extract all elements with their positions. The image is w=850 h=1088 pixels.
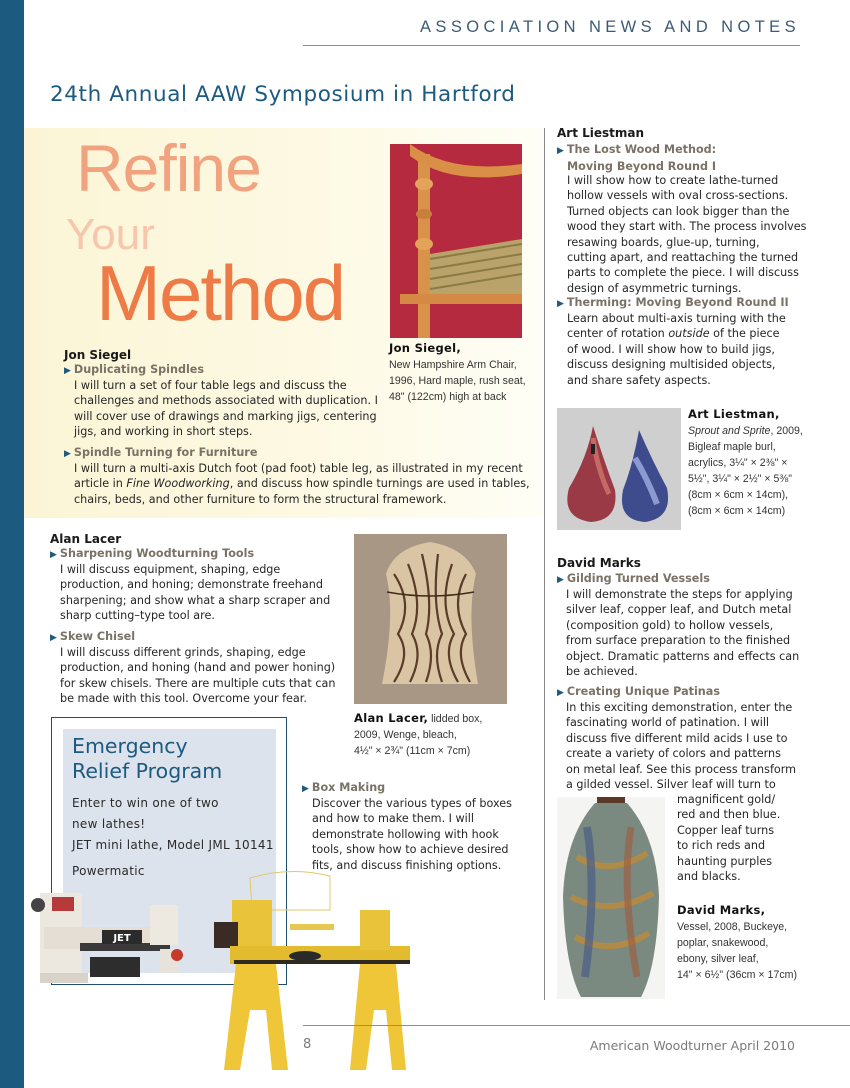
caption-david-marks: David Marks, Vessel, 2008, Buckeye, poplar, snakewood, ebony, silver leaf, 14" × 6½" (36cm × 17cm) [677,903,797,981]
lidded-box-photo [354,534,507,704]
topic-description: I will discuss equipment, shaping, edge production, and honing; demonstrate freehand sharpening; and show what a sharp scraper and sharp cutting–type tool are. [60,563,331,623]
caption-art-liestman: Art Liestman, Sprout and Sprite, 2009, Bigleaf maple burl, acrylics, 3¼" × 2⅜" × 5½", 3¼" × 2½" × 5⅜" (8cm × 6cm × 14cm), (8cm × 6cm × 14cm) [688,407,803,517]
page-number: 8 [303,1037,312,1052]
topic-box-making: ▶ Box Making [302,781,386,794]
page-title: 24th Annual AAW Symposium in Hartford [50,82,516,107]
topic-description: I will demonstrate the steps for applying silver leaf, copper leaf, and Dutch metal (composition gold) to hollow vessels, from surface preparation to the finished object. Dramatic patterns and effects can be achieved. [566,588,800,679]
chair-photo [390,144,522,338]
topic-patinas: ▶ Creating Unique Patinas [557,685,720,698]
topic-duplicating-spindles: ▶ Duplicating Spindles [64,363,205,376]
topic-description: Discover the various types of boxes and how to make them. I will demonstrate hollowing with hook tools, show how to achieve desired fits, and discuss finishing options. [312,797,512,872]
topic-description: I will show how to create lathe-turned hollow vessels with oval cross-sections. Turned objects can look bigger than the wood they start with. The process involves resawing boards, glue-up, turning, cutting apart, and reattaching the turned parts to complete the piece. I will discuss design of asymmetric turnings. [567,174,807,295]
gilded-vessel-photo [557,797,665,999]
topic-skew-chisel: ▶ Skew Chisel [50,630,136,643]
presenter-name-art-liestman: Art Liestman [557,126,645,140]
topic-spindle-turning: ▶ Spindle Turning for Furniture [64,446,258,459]
topic-therming: ▶ Therming: Moving Beyond Round II [557,296,789,309]
bullet-triangle-icon: ▶ [302,784,309,794]
jet-logo: JET [113,933,131,944]
bullet-triangle-icon: ▶ [50,550,57,560]
topic-description: In this exciting demonstration, enter the fascinating world of patination. I will discuss five different mild acids I use to create a variety of colors and patterns on metal leaf. See this process transform a gilded vessel. Silver leaf will turn to [566,701,797,792]
hero-word-refine: Refine [76,131,261,205]
presenter-name-david-marks: David Marks [557,556,641,570]
topic-description: I will discuss different grinds, shaping, edge production, and honing (hand and power honing) for skew chisels. There are multiple cuts that can be made with this tool. Overcome your fear. [60,646,336,706]
presenter-name-alan-lacer: Alan Lacer [50,532,122,546]
presenter-name-jon-siegel: Jon Siegel [64,348,132,362]
bullet-triangle-icon: ▶ [64,366,71,376]
topic-description: Learn about multi-axis turning with the center of rotation outside of the piece of wood. I will show how to build jigs, discuss designing multisided objects, and share safety aspects. [567,312,786,387]
bullet-triangle-icon: ▶ [557,146,564,156]
bullet-triangle-icon: ▶ [557,688,564,698]
relief-prize-jet: JET mini lathe, Model JML 10141 [72,838,274,852]
column-divider [544,128,545,1000]
topic-sharpening: ▶ Sharpening Woodturning Tools [50,547,255,560]
topic-lost-wood-method: ▶ The Lost Wood Method: Moving Beyond Round I [557,143,717,173]
bullet-triangle-icon: ▶ [64,449,71,459]
bullet-triangle-icon: ▶ [557,299,564,309]
header-divider [303,45,800,46]
bullet-triangle-icon: ▶ [557,575,564,585]
topic-description: I will turn a set of four table legs and discuss the challenges and methods associated with duplication. I will cover use of drawings and marking jigs, centering jigs, and working in short steps. [74,379,378,439]
caption-alan-lacer: Alan Lacer, lidded box, 2009, Wenge, bleach, 4½" × 2¾" (11cm × 7cm) [354,711,483,757]
footer-divider [303,1025,850,1026]
vessels-photo [557,408,681,530]
topic-description-wrap: magnificent gold/ red and then blue. Copper leaf turns to rich reds and haunting purples and blacks. [677,793,781,884]
relief-intro: Enter to win one of two new lathes! [72,796,219,831]
bullet-triangle-icon: ▶ [50,633,57,643]
hero-word-method: Method [96,249,345,337]
caption-jon-siegel: Jon Siegel, New Hampshire Arm Chair, 1996, Hard maple, rush seat, 48" (122cm) high at back [389,341,526,403]
section-header: ASSOCIATION NEWS AND NOTES [420,18,800,36]
magazine-issue: American Woodturner April 2010 [589,1038,795,1053]
relief-prize-powermatic: Powermatic [72,864,145,878]
relief-program-title: Emergency Relief Program [72,734,223,783]
hero-word-your: Your [66,210,155,259]
topic-gilding: ▶ Gilding Turned Vessels [557,572,710,585]
left-accent-bar [0,0,24,1088]
jet-mini-lathe-photo [30,885,200,1000]
topic-description: I will turn a multi-axis Dutch foot (pad foot) table leg, as illustrated in my recent article in Fine Woodworking, and discuss how spindle turnings are used in tables, chairs, beds, and other furniture to form the structural framework. [74,462,530,506]
